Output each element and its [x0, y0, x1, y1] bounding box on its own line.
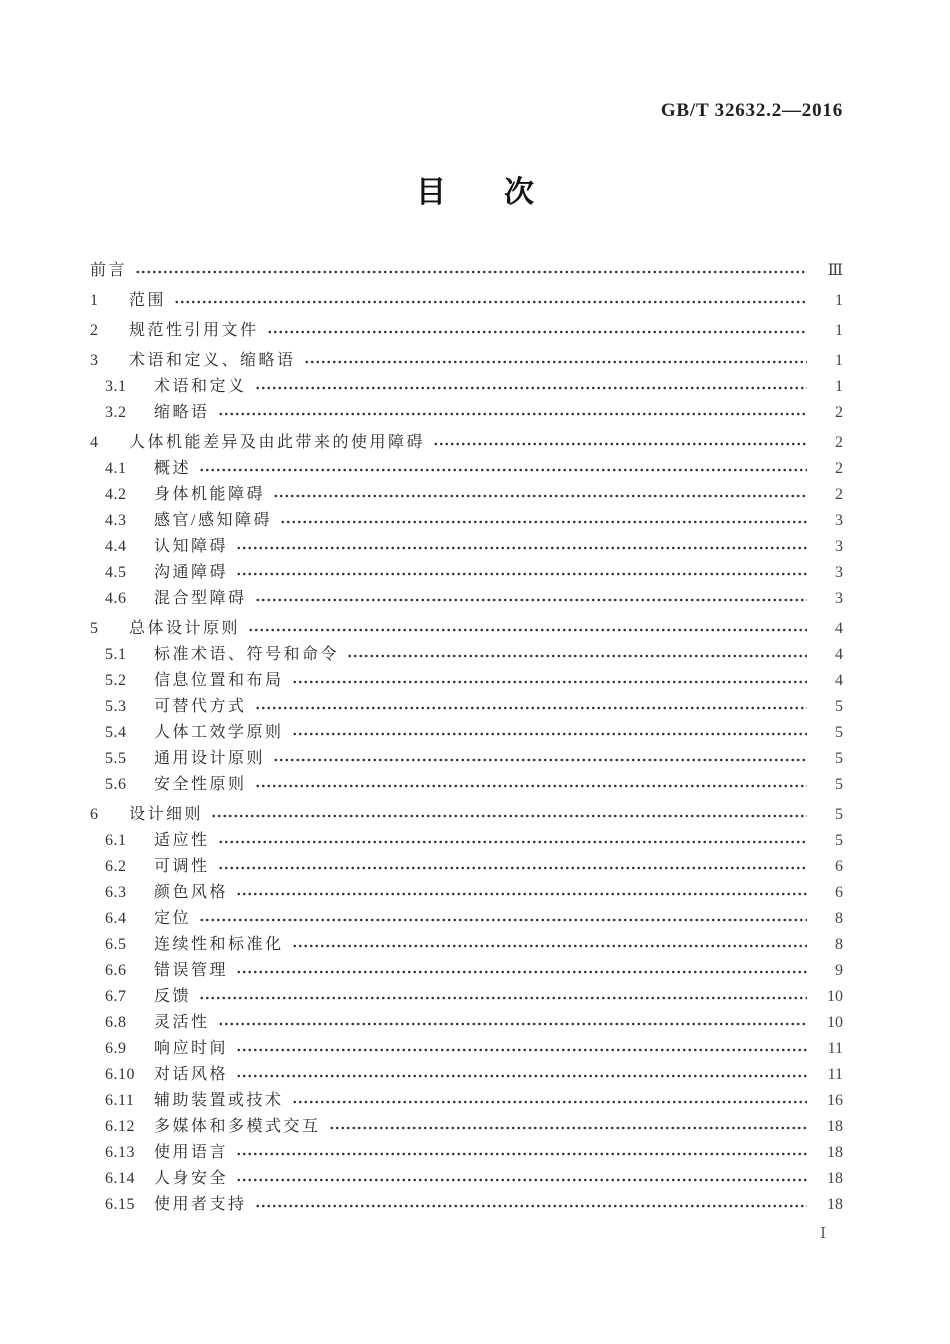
toc-entry	[90, 482, 843, 508]
toc-entry	[90, 258, 843, 284]
toc-entry-number: 2	[90, 322, 99, 339]
toc-entry-page-number: Ⅲ	[827, 262, 843, 279]
dot-leader	[218, 860, 807, 876]
toc-entry-number: 5.3	[105, 698, 127, 715]
toc-entry	[90, 318, 843, 344]
toc-entry	[90, 1062, 843, 1088]
toc-entry	[90, 400, 843, 426]
toc-entry-title: 人体机能差异及由此带来的使用障碍	[129, 434, 426, 451]
toc-entry-title: 灵活性	[154, 1014, 210, 1031]
toc-entry-page-number: 4	[835, 620, 843, 637]
toc-entry-title: 规范性引用文件	[129, 322, 259, 339]
toc-entry-title: 连续性和标准化	[154, 936, 284, 953]
toc-entry-number: 5.4	[105, 724, 127, 741]
toc-entry-title: 混合型障碍	[154, 590, 247, 607]
toc-entry-title: 辅助装置或技术	[154, 1092, 284, 1109]
toc-entry-title: 定位	[154, 910, 192, 927]
dot-leader	[218, 834, 807, 850]
toc-entry-number: 6.6	[105, 962, 127, 979]
toc-entry	[90, 642, 843, 668]
toc-entry-title: 人身安全	[154, 1170, 229, 1187]
toc-entry-title: 对话风格	[154, 1066, 229, 1083]
toc-entry-title: 感官/感知障碍	[154, 512, 272, 529]
toc-entry-title: 使用者支持	[154, 1196, 247, 1213]
toc-entry-number: 5.1	[105, 646, 127, 663]
toc-entry	[90, 1114, 843, 1140]
toc-entry-number: 6	[90, 806, 99, 823]
toc-entry-page-number: 5	[835, 698, 843, 715]
toc-entry	[90, 430, 843, 456]
dot-leader	[304, 354, 807, 370]
toc-entry	[90, 854, 843, 880]
toc-entry-title: 设计细则	[129, 806, 204, 823]
dot-leader	[236, 1042, 807, 1058]
toc-entry-number: 3	[90, 352, 99, 369]
toc-entry-page-number: 3	[835, 512, 843, 529]
toc-entry-title: 标准术语、符号和命令	[154, 646, 340, 663]
toc-entry-page-number: 1	[835, 322, 843, 339]
toc-entry-number: 1	[90, 292, 99, 309]
toc-entry-number: 6.8	[105, 1014, 127, 1031]
toc-entry-number: 4.5	[105, 564, 127, 581]
toc-entry	[90, 828, 843, 854]
dot-leader	[218, 1016, 807, 1032]
toc-entry	[90, 1140, 843, 1166]
toc-entry	[90, 906, 843, 932]
folio-page-number: Ⅰ	[820, 1226, 826, 1242]
toc-entry-title: 响应时间	[154, 1040, 229, 1057]
toc-entry	[90, 1010, 843, 1036]
toc-entry-page-number: 5	[835, 750, 843, 767]
toc-entry-page-number: 2	[835, 404, 843, 421]
toc-entry-number: 5.5	[105, 750, 127, 767]
toc-entry-number: 3.1	[105, 378, 127, 395]
toc-entry	[90, 288, 843, 314]
toc-entry-number: 6.2	[105, 858, 127, 875]
dot-leader	[255, 1198, 807, 1214]
toc-entry-page-number: 18	[827, 1118, 843, 1135]
dot-leader	[236, 886, 807, 902]
dot-leader	[267, 324, 807, 340]
toc-entry-page-number: 5	[835, 806, 843, 823]
toc-entry-page-number: 2	[835, 434, 843, 451]
toc-entry-title: 反馈	[154, 988, 192, 1005]
toc-entry-page-number: 10	[827, 988, 843, 1005]
toc-entry-title: 人体工效学原则	[154, 724, 284, 741]
dot-leader	[236, 964, 807, 980]
toc-entry-page-number: 3	[835, 564, 843, 581]
toc-entry-title: 可替代方式	[154, 698, 247, 715]
dot-leader	[292, 1094, 807, 1110]
dot-leader	[135, 264, 807, 280]
dot-leader	[236, 1172, 807, 1188]
toc-entry-title: 术语和定义、缩略语	[129, 352, 296, 369]
dot-leader	[255, 380, 807, 396]
dot-leader	[292, 726, 807, 742]
toc-entry-page-number: 1	[835, 352, 843, 369]
toc-entry-title: 沟通障碍	[154, 564, 229, 581]
toc-entry-page-number: 8	[835, 910, 843, 927]
dot-leader	[292, 938, 807, 954]
dot-leader	[433, 436, 807, 452]
toc-entry-title: 范围	[129, 292, 167, 309]
toc-entry-number: 6.5	[105, 936, 127, 953]
toc-entry-number: 6.1	[105, 832, 127, 849]
toc-entry-title: 术语和定义	[154, 378, 247, 395]
dot-leader	[347, 648, 807, 664]
toc-entry-number: 4.1	[105, 460, 127, 477]
dot-leader	[174, 294, 807, 310]
toc-list	[90, 258, 843, 1218]
toc-entry-title: 可调性	[154, 858, 210, 875]
page-title-char-left: 目	[416, 176, 446, 209]
toc-entry-page-number: 8	[835, 936, 843, 953]
toc-entry-page-number: 16	[827, 1092, 843, 1109]
toc-entry-title: 多媒体和多模式交互	[154, 1118, 321, 1135]
toc-entry	[90, 586, 843, 612]
toc-entry-page-number: 18	[827, 1196, 843, 1213]
toc-entry-number: 4.6	[105, 590, 127, 607]
toc-entry-page-number: 1	[835, 378, 843, 395]
dot-leader	[199, 462, 807, 478]
toc-entry	[90, 534, 843, 560]
toc-entry-number: 6.15	[105, 1196, 135, 1213]
toc-entry-number: 6.7	[105, 988, 127, 1005]
toc-entry-title: 缩略语	[154, 404, 210, 421]
toc-entry	[90, 694, 843, 720]
toc-entry-title: 概述	[154, 460, 192, 477]
dot-leader	[236, 566, 807, 582]
dot-leader	[255, 778, 807, 794]
toc-entry-number: 6.10	[105, 1066, 135, 1083]
toc-entry-page-number: 18	[827, 1144, 843, 1161]
toc-entry	[90, 560, 843, 586]
dot-leader	[199, 990, 807, 1006]
toc-entry	[90, 984, 843, 1010]
dot-leader	[255, 700, 807, 716]
toc-entry	[90, 616, 843, 642]
toc-entry-page-number: 3	[835, 538, 843, 555]
toc-entry-number: 6.9	[105, 1040, 127, 1057]
toc-entry	[90, 348, 843, 374]
dot-leader	[280, 514, 807, 530]
toc-entry	[90, 1088, 843, 1114]
toc-entry-number: 6.3	[105, 884, 127, 901]
toc-entry-number: 3.2	[105, 404, 127, 421]
dot-leader	[236, 1068, 807, 1084]
toc-entry	[90, 958, 843, 984]
dot-leader	[273, 488, 807, 504]
toc-entry-title: 前言	[90, 262, 128, 279]
toc-entry-page-number: 4	[835, 646, 843, 663]
toc-entry-number: 4.2	[105, 486, 127, 503]
toc-entry-page-number: 6	[835, 884, 843, 901]
dot-leader	[236, 1146, 807, 1162]
dot-leader	[292, 674, 807, 690]
toc-entry-title: 适应性	[154, 832, 210, 849]
toc-entry	[90, 772, 843, 798]
toc-entry	[90, 456, 843, 482]
standard-code-header: GB/T 32632.2—2016	[660, 100, 843, 121]
toc-entry-number: 6.11	[105, 1092, 135, 1109]
toc-entry-number: 6.14	[105, 1170, 135, 1187]
toc-entry-number: 4.4	[105, 538, 127, 555]
toc-entry-page-number: 5	[835, 832, 843, 849]
dot-leader	[211, 808, 807, 824]
toc-entry-number: 6.4	[105, 910, 127, 927]
toc-entry-page-number: 11	[827, 1066, 843, 1083]
toc-entry	[90, 508, 843, 534]
dot-leader	[236, 540, 807, 556]
toc-entry-title: 使用语言	[154, 1144, 229, 1161]
toc-entry-number: 4	[90, 434, 99, 451]
dot-leader	[248, 622, 807, 638]
toc-entry-title: 身体机能障碍	[154, 486, 266, 503]
toc-entry-page-number: 1	[835, 292, 843, 309]
toc-entry	[90, 802, 843, 828]
page-title	[0, 178, 950, 208]
toc-entry-page-number: 5	[835, 724, 843, 741]
toc-entry-page-number: 5	[835, 776, 843, 793]
toc-entry-title: 认知障碍	[154, 538, 229, 555]
toc-entry-page-number: 10	[827, 1014, 843, 1031]
toc-entry-page-number: 2	[835, 486, 843, 503]
toc-entry	[90, 746, 843, 772]
toc-entry-title: 通用设计原则	[154, 750, 266, 767]
toc-entry-page-number: 9	[835, 962, 843, 979]
toc-entry	[90, 1166, 843, 1192]
toc-entry-number: 6.12	[105, 1118, 135, 1135]
toc-entry-title: 安全性原则	[154, 776, 247, 793]
toc-entry-page-number: 11	[827, 1040, 843, 1057]
toc-entry-page-number: 6	[835, 858, 843, 875]
toc-entry	[90, 374, 843, 400]
dot-leader	[273, 752, 807, 768]
toc-entry-number: 5.6	[105, 776, 127, 793]
toc-entry	[90, 1036, 843, 1062]
toc-entry-title: 颜色风格	[154, 884, 229, 901]
toc-entry-page-number: 18	[827, 1170, 843, 1187]
toc-entry	[90, 932, 843, 958]
page-title-char-right: 次	[504, 176, 534, 209]
toc-entry-title: 总体设计原则	[129, 620, 241, 637]
toc-entry	[90, 1192, 843, 1218]
toc-entry-number: 4.3	[105, 512, 127, 529]
dot-leader	[218, 406, 807, 422]
toc-entry-title: 错误管理	[154, 962, 229, 979]
toc-entry	[90, 668, 843, 694]
toc-entry-title: 信息位置和布局	[154, 672, 284, 689]
toc-entry-number: 5	[90, 620, 99, 637]
toc-entry-number: 5.2	[105, 672, 127, 689]
dot-leader	[255, 592, 807, 608]
dot-leader	[329, 1120, 807, 1136]
toc-entry-number: 6.13	[105, 1144, 135, 1161]
dot-leader	[199, 912, 807, 928]
toc-entry-page-number: 4	[835, 672, 843, 689]
toc-entry-page-number: 3	[835, 590, 843, 607]
toc-entry	[90, 720, 843, 746]
toc-entry-page-number: 2	[835, 460, 843, 477]
toc-entry	[90, 880, 843, 906]
